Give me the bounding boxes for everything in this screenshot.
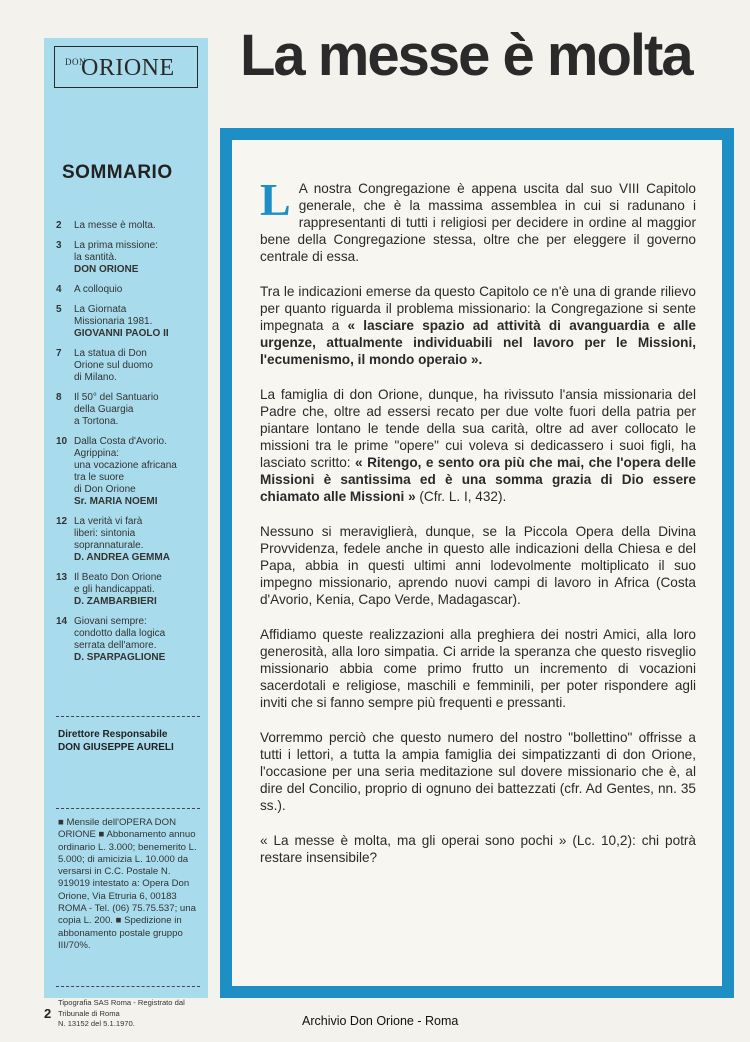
paragraph-text: A nostra Congregazione è appena uscita dal suo VIII Capitolo generale, che è la massima assemblea in cui si radunano i rappresentanti di tutti i religiosi per decidere in ordine al maggior bene della Congregazione stessa, oltre che per eleggere il governo centrale di essa. [260, 181, 696, 264]
toc-item [56, 572, 202, 608]
page-number: 2 [44, 1006, 52, 1021]
toc-title: La prima missione: la santità. [74, 240, 158, 263]
toc-page-number: 8 [56, 392, 62, 403]
toc-title: Giovani sempre: condotto dalla logica serrata dell'amore. [74, 616, 166, 651]
director-block [58, 728, 200, 754]
sommario-title: SOMMARIO [62, 162, 173, 183]
toc-page-number: 7 [56, 348, 62, 359]
toc-entry [74, 284, 202, 296]
imprint-info: Tipografia SAS Roma - Registrato dal Tribunale di Roma N. 13152 del 5.1.1970. [58, 998, 185, 1028]
sidebar [44, 38, 208, 1028]
article-frame [220, 128, 734, 998]
article-paragraph [260, 386, 696, 505]
article-paragraph [260, 174, 696, 265]
paragraph-citation: (Cfr. L. I, 432). [415, 489, 507, 504]
toc-title: Dalla Costa d'Avorio. Agrippina: una vocazione africana tra le suore di Don Orione [74, 436, 177, 495]
toc-item [56, 516, 202, 564]
toc-item [56, 304, 202, 340]
toc-title: La verità vi farà liberi: sintonia soprannaturale. [74, 516, 144, 551]
divider [56, 808, 200, 809]
logo-name: ORIONE [81, 55, 175, 81]
article-paragraph: Vorremmo perciò che questo numero del nostro "bollettino" offrisse a tutti i lettori, a tutta la ampia famiglia dei simpatizzanti di don Orione, l'occasione per una seria meditazione sul dovere missionario che è, al dire del Concilio, proprio di ognuno dei battezzati (cfr. Ad Gentes, nn. 35 ss.). [260, 730, 696, 813]
toc-page-number: 3 [56, 240, 62, 251]
toc-title: A colloquio [74, 284, 123, 295]
toc-author: D. SPARPAGLIONE [74, 652, 166, 663]
toc-item [56, 220, 202, 232]
toc-title: Il Beato Don Orione e gli handicappati. [74, 572, 162, 595]
toc-page-number: 4 [56, 284, 62, 295]
toc-entry [74, 516, 202, 564]
toc-title: La Giornata Missionaria 1981. [74, 304, 153, 327]
toc-author: GIOVANNI PAOLO II [74, 328, 169, 339]
paragraph-text: Tra le indicazioni emerse da questo Capitolo ce n'è una di grande rilievo per quanto riguarda il problema missionario: la Congregazione si sente impegnata a [260, 284, 696, 333]
article-paragraph [260, 283, 696, 368]
divider [56, 986, 200, 987]
director-name: DON GIUSEPPE AURELI [58, 742, 174, 753]
toc-page-number: 13 [56, 572, 68, 583]
toc-entry [74, 436, 202, 508]
article-body [232, 140, 722, 986]
toc-item [56, 436, 202, 508]
toc-item [56, 348, 202, 384]
toc-author: D. ZAMBARBIERI [74, 596, 157, 607]
toc-page-number: 14 [56, 616, 68, 627]
director-label: Direttore Responsabile [58, 729, 168, 740]
toc-author: D. ANDREA GEMMA [74, 552, 170, 563]
toc-item [56, 616, 202, 664]
toc-page-number: 2 [56, 220, 62, 231]
masthead-logo [54, 46, 198, 88]
toc-entry [74, 304, 202, 340]
paragraph-emphasis: « lasciare spazio ad attività di avanguardia e alle urgenze, attualmente individuabili nel lavoro per le Missioni, l'ecumenismo, il mondo operaio ». [260, 318, 696, 367]
toc-entry [74, 572, 202, 608]
toc-page-number: 10 [56, 436, 68, 447]
toc-item [56, 284, 202, 296]
logo-prefix: DON [65, 57, 86, 67]
table-of-contents [56, 220, 202, 672]
subscription-info: ■ Mensile dell'OPERA DON ORIONE ■ Abbonamento annuo ordinario L. 3.000; benemerito L. 5.000; di amicizia L. 10.000 da versarsi in C.C. Postale N. 919019 intestato a: Opera Don Orione, Via Etruria 6, 00183 ROMA - Tel. (06) 75.75.537; una copia L. 200. ■ Spedizione in abbonamento postale gruppo III/70%. [58, 817, 197, 951]
toc-title: La messe è molta. [74, 220, 156, 231]
toc-item [56, 392, 202, 428]
article-paragraph: Nessuno si meraviglierà, dunque, se la Piccola Opera della Divina Provvidenza, fedele anche in questo alle indicazioni della Chiesa e del Papa, abbia in questi ultimi anni lodevolmente moltiplicato il suo impegno missionario, aprendo nuovi campi di lavoro in Africa (Costa d'Avorio, Kenia, Capo Verde, Madagascar). [260, 524, 696, 607]
toc-item [56, 240, 202, 276]
toc-author: Sr. MARIA NOEMI [74, 496, 158, 507]
toc-entry [74, 240, 202, 276]
toc-title: La statua di Don Orione sul duomo di Milano. [74, 348, 153, 383]
drop-cap: L [260, 174, 291, 225]
headline: La messe è molta [240, 23, 692, 88]
paragraph-emphasis: « Ritengo, e sento ora più che mai, che l'opera delle Missioni è santissima ed è una somma grazia di Dio essere chiamato alle Missioni » [260, 455, 696, 504]
article-paragraph: Affidiamo queste realizzazioni alla preghiera dei nostri Amici, alla loro generosità, alla loro simpatia. Ci arride la speranza che questo risveglio missionario abbia come primo frutto un incremento di vocazioni sacerdotali e religiose, maschili e femminili, per poter rispondere agli inviti che si fanno sempre più frequenti e pressanti. [260, 627, 696, 710]
toc-title: Il 50° del Santuario della Guargia a Tortona. [74, 392, 159, 427]
toc-entry [74, 348, 202, 384]
article-paragraph: « La messe è molta, ma gli operai sono pochi » (Lc. 10,2): chi potrà restare insensibile? [260, 833, 696, 865]
toc-page-number: 12 [56, 516, 68, 527]
toc-page-number: 5 [56, 304, 62, 315]
archive-footer: Archivio Don Orione - Roma [302, 1014, 459, 1028]
toc-entry [74, 220, 202, 232]
paragraph-text: La famiglia di don Orione, dunque, ha rivissuto l'ansia missionaria del Padre che, oltre ad essersi recato per due volte fuori della patria per piantare lontano le tende della sua carità, oltre ad aver collocato le missioni tra le prime "opere" cui voleva si dedicassero i suoi figli, ha lasciato scritto: [260, 387, 696, 470]
divider [56, 716, 200, 717]
toc-author: DON ORIONE [74, 264, 139, 275]
toc-entry [74, 392, 202, 428]
toc-entry [74, 616, 202, 664]
